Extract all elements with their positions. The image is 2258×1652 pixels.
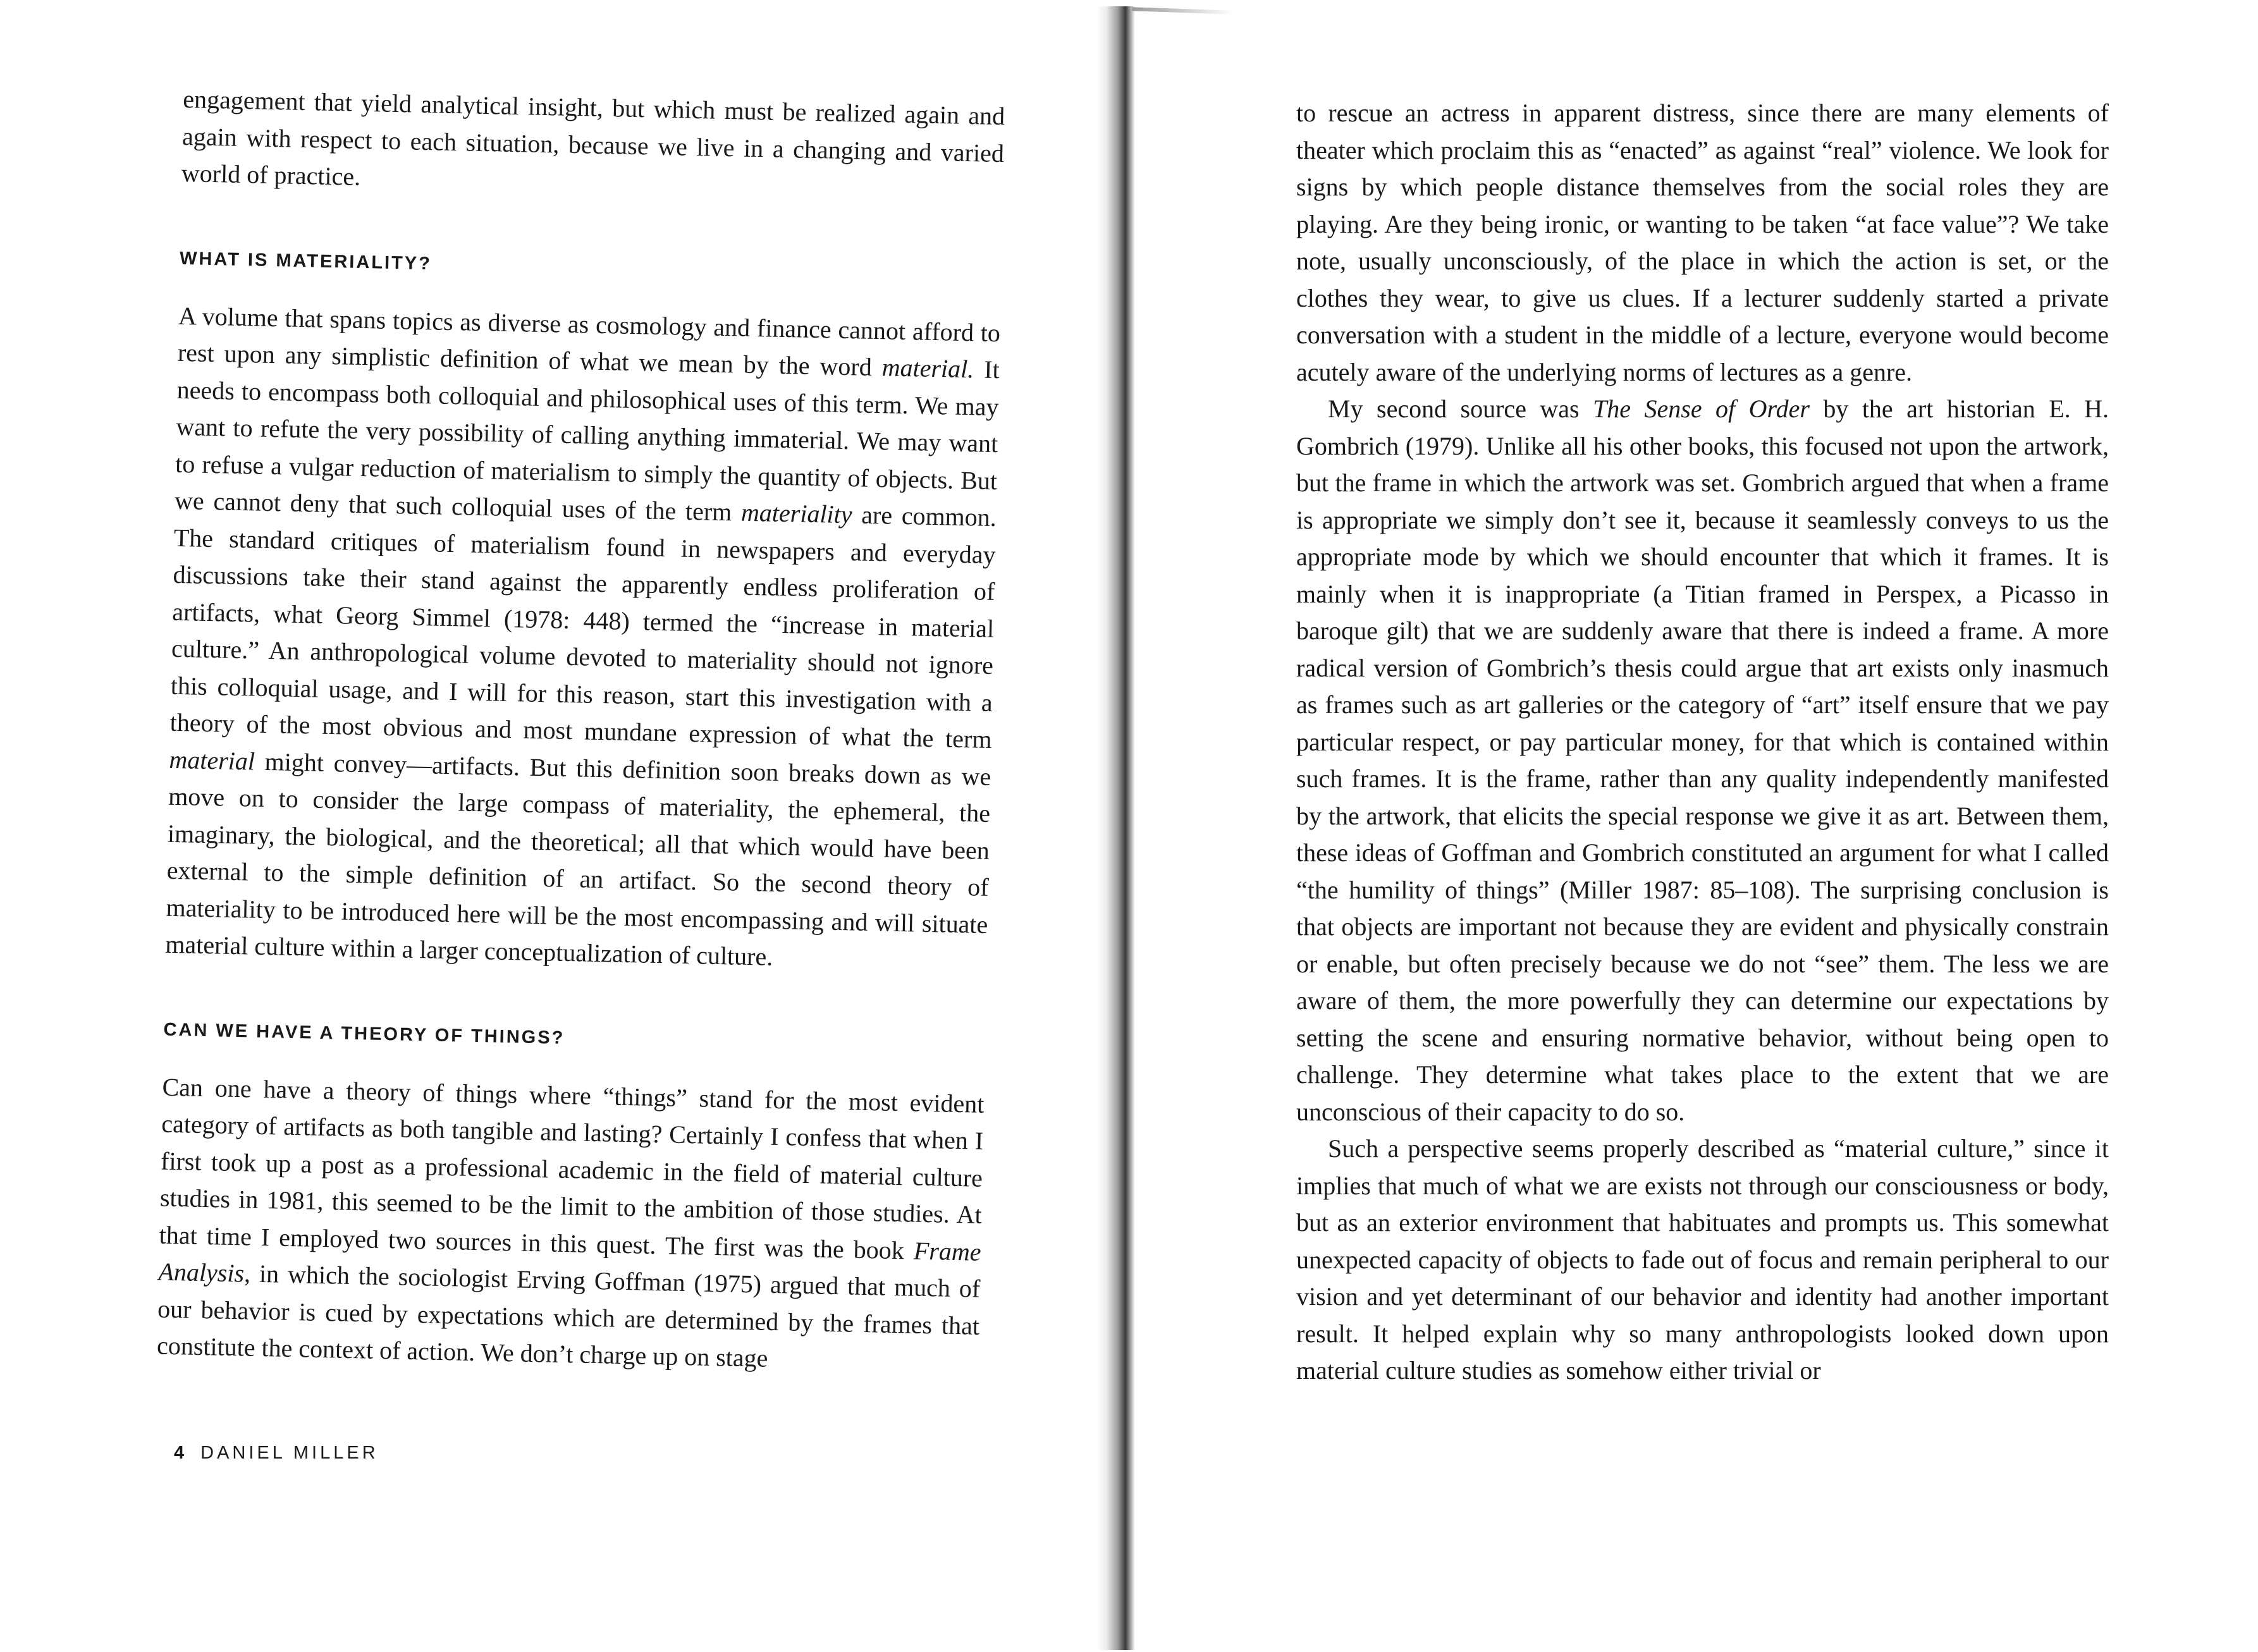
gombrich-paragraph: My second source was The Sense of Order by the art historian E. H. Gombrich (1979). Unlike all his other books, this focused not upon the artwork, but the frame in which the artwork was set. Gombrich argued that when a frame is appropriate we simply don’t see it, because it seamlessly conveys to us the appropriate mode by which we should encounter that which it frames. It is mainly when it is inappropriate (a Titian framed in Perspex, a Picasso in baroque gilt) that we are suddenly aware that there is indeed a frame. A more radical version of Gombrich’s thesis could argue that art exists only inasmuch as frames such as art galleries or the category of “art” itself ensure that we pay particular respect, or pay particular money, for that which is contained within such frames. It is the frame, rather than any quality independently manifested by the artwork, that elicits the special response we give it as art. Between them, these ideas of Goffman and Gombrich constituted an argument for what I called “the humility of things” (Miller 1987: 85–108). The surprising conclusion is that objects are important not because they are evident and physically constrain or enable, but often precisely because we do not “see” them. The less we are aware of them, the more powerfully they can determine our expectations by setting the scene and ensuring normative behavior, without being open to challenge. They determine what takes place to the extent that we are unconscious of their capacity to do so. bbox=[1296, 395, 2109, 1126]
left-running-head: DANIEL MILLER bbox=[200, 1443, 379, 1463]
material-culture-paragraph: Such a perspective seems properly described as “material culture,” since it implies that much of what we are exists not through our consciousness or body, but as an exterior environment that habituates and prompts us. This somewhat unexpected capacity of objects to fade out of focus and remain peripheral to our vision and yet determinant of our behavior and identity had another important result. It helped explain why so many anthropologists looked down upon material culture studies as somehow either trivial or bbox=[1296, 1134, 2109, 1385]
left-text-column bbox=[156, 81, 1005, 1381]
theory-of-things-paragraph: Can one have a theory of things where “things” stand for the most evident category of artifacts as both tangible and lasting? Certainly I confess that when I first took up a post as a professional academic in the field of material culture studies in 1981, this seemed to be the limit to the ambition of those studies. At that time I employed two sources in this quest. The first was the book Frame Analysis, in which the sociologist Erving Goffman (1975) argued that much of our behavior is cued by expectations which are determined by the frames that constitute the context of action. We don’t charge up on stage bbox=[156, 1072, 985, 1373]
left-page bbox=[0, 0, 1094, 1652]
continued-paragraph: to rescue an actress in apparent distress, since there are many elements of theater which proclaim this as “enacted” as against “real” violence. We look for signs by which people distance themselves from the social roles they are playing. Are they being ironic, or wanting to be taken “at face value”? We take note, usually unconsciously, of the place in which the action is set, or the clothes they wear, to give us clues. If a lecturer suddenly started a private conversation with a student in the middle of a lecture, everyone would become acutely aware of the underlying norms of lectures as a genre. bbox=[1296, 99, 2109, 386]
opening-paragraph: engagement that yield analytical insight, but which must be realized again and again with respect to each situation, because we live in a changing and varied world of practice. bbox=[181, 84, 1005, 191]
right-text-column bbox=[1296, 95, 2109, 1390]
right-page bbox=[1138, 0, 2258, 1652]
left-page-number: 4 bbox=[174, 1443, 185, 1463]
left-folio bbox=[174, 1443, 379, 1464]
book-gutter bbox=[1097, 6, 1135, 1650]
section-heading-theory-of-things: CAN WE HAVE A THEORY OF THINGS? bbox=[163, 1019, 565, 1048]
section-heading-materiality: WHAT IS MATERIALITY? bbox=[179, 248, 433, 274]
materiality-paragraph: A volume that spans topics as diverse as cosmology and finance cannot afford to rest upon any simplistic definition of what we mean by the word material. It needs to encompass both colloquial and philosophical uses of this term. We may want to refute the very possibility of calling anything immaterial. We may want to refuse a vulgar reduction of materialism to simply the quantity of objects. But we cannot deny that such colloquial uses of the term materiality are common. The standard critiques of materialism found in newspapers and everyday discussions take their stand against the apparently endless proliferation of artifacts, what Georg Simmel (1978: 448) termed the “increase in material culture.” An anthropological volume devoted to materiality should not ignore this colloquial usage, and I will for this reason, start this investigation with a theory of the most obvious and most mundane expression of what the term material might convey—artifacts. But this definition soon breaks down as we move on to consider the large compass of materiality, the ephemeral, the imaginary, the biological, and the theoretical; all that which would have been external to the simple definition of an artifact. So the second theory of materiality to be introduced here will be the most encompassing and will situate material culture within a larger conceptualization of culture. bbox=[164, 301, 1001, 971]
